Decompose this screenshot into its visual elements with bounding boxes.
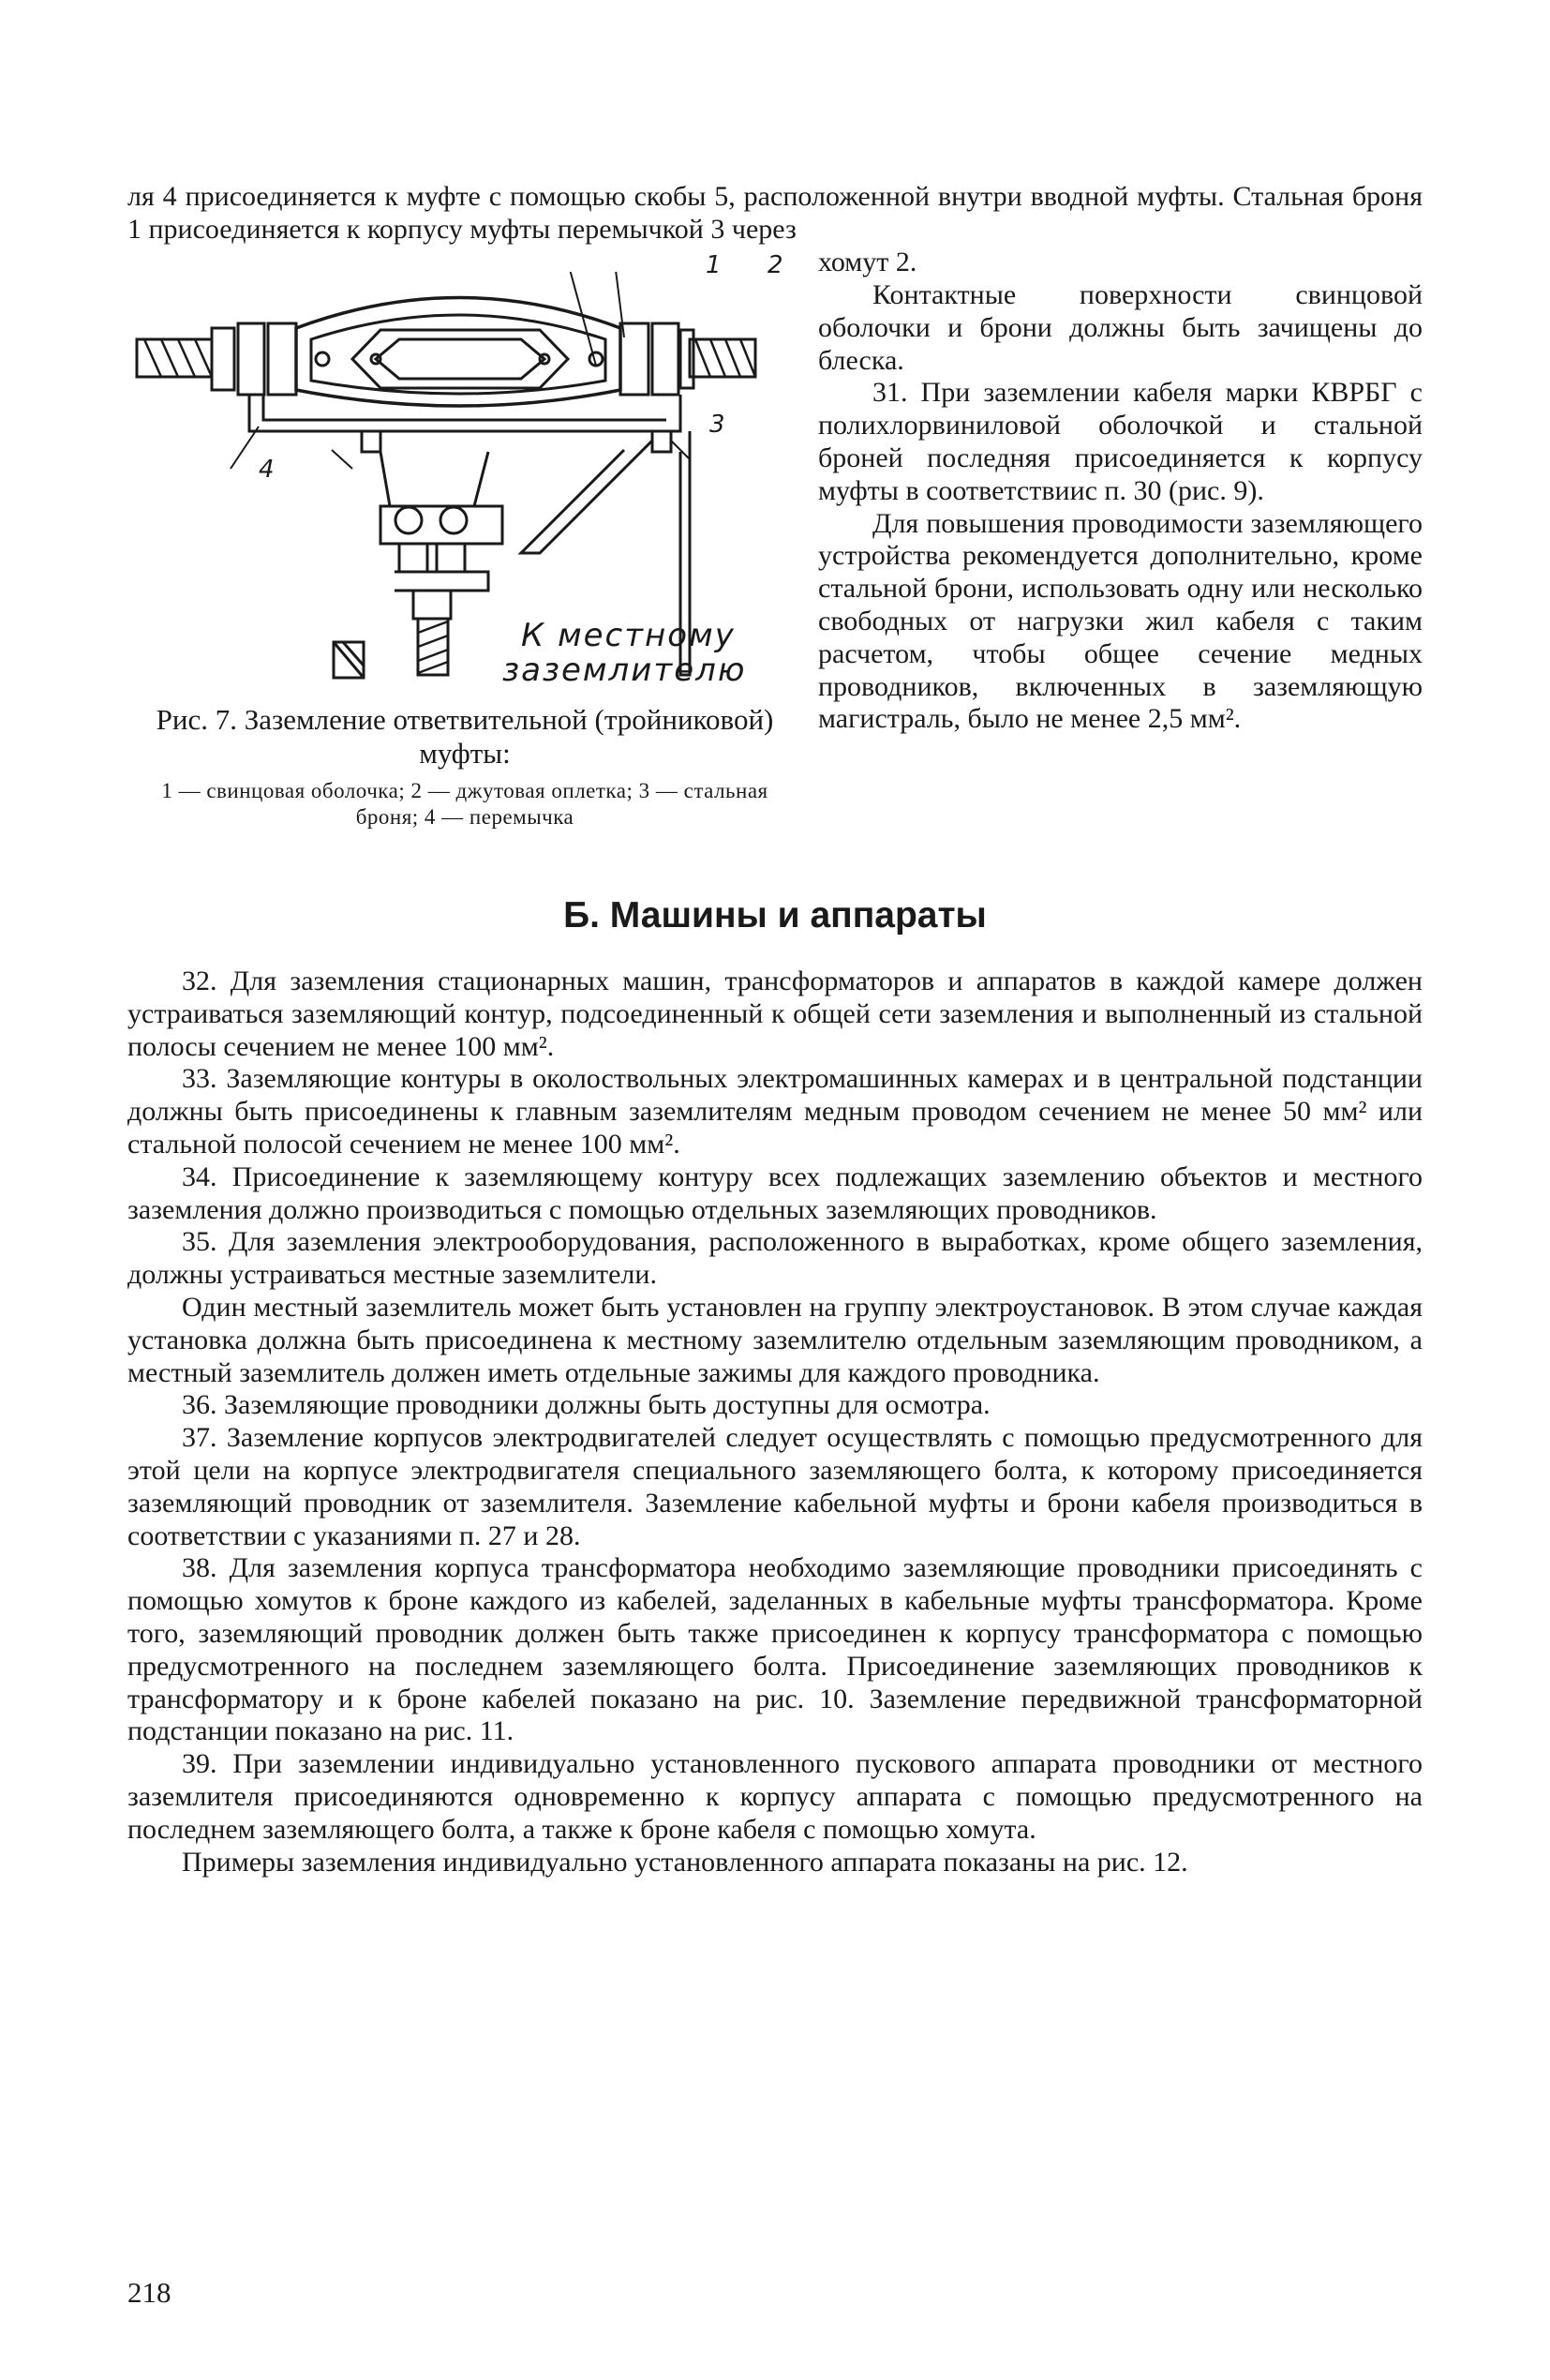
label-1: 1 [706, 251, 722, 279]
figure-caption: Рис. 7. Заземление ответвительной (тройниковой) муфты: [156, 703, 774, 770]
paragraph-35: 35. Для заземления электрооборудования, расположенного в выработках, кроме общего заземления, должны устраиваться местные заземлители. [127, 1226, 1423, 1291]
top-paragraph-tail: хомут 2. [818, 247, 917, 277]
paragraph-38: 38. Для заземления корпуса трансформатора необходимо заземляющие проводники присоединять с помощью хомутов к броне каждого из кабелей, заделанных в кабельные муфты трансформатора. Кроме того, заземляющий проводник должен быть также присоединен к корпусу трансформатора с помощью предусмотренного на последнем заземляющего болта. Присоединение заземляющих проводников к трансформатору и к броне кабелей показано на рис. 10. Заземление передвижной трансформаторной подстанции показано на рис. 11. [127, 1552, 1423, 1747]
label-3: 3 [709, 411, 725, 439]
figure-7-drawing [127, 251, 793, 689]
right-paragraph-2: 31. При заземлении кабеля марки КВРБГ с полихлорвиниловой оболочкой и стальной броней последняя присоединяется к корпусу муфты в соответствиис п. 30 (рис. 9). [818, 377, 1423, 506]
paragraph-32: 32. Для заземления стационарных машин, трансформаторов и аппаратов в каждой камере должен устраиваться заземляющий контур, подсоединенный к общей сети заземления и выполненный из стальной полосы сечением не менее 100 мм². [127, 965, 1423, 1062]
top-paragraph-text: ля 4 присоединяется к муфте с помощью скобы 5, расположенной внутри вводной муфты. Стальная броня 1 присоединяется к корпусу муфты перемычкой 3 через [127, 181, 1423, 245]
figure-legend: 1 — свинцовая оболочка; 2 — джутовая оплетка; 3 — стальная броня; 4 — перемычка [161, 779, 768, 829]
paragraph-37: 37. Заземление корпусов электродвигателей следует осуществлять с помощью предусмотренного для этой цели на корпусе электродвигателя специального заземляющего болта, к которому присоединяется заземляющий проводник от заземлителя. Заземление кабельной муфты и брони кабеля производиться в соответствии с указаниями п. 27 и 28. [127, 1422, 1423, 1551]
section-heading: Б. Машины и аппараты [563, 895, 987, 936]
paragraph-39: 39. При заземлении индивидуально установленного пускового аппарата проводники от местного заземлителя присоединяются одновременно к корпусу аппарата с помощью предусмотренного на последнем заземляющего болта, а также к броне кабеля с помощью хомута. [127, 1748, 1423, 1845]
label-4: 4 [259, 456, 275, 484]
body-text [127, 965, 1423, 1879]
paragraph-35-cont: Один местный заземлитель может быть установлен на группу электроустановок. В этом случае каждая установка должна быть присоединена к местному заземлителю отдельным заземляющим проводником, а местный заземлитель должен иметь отдельные зажимы для каждого проводника. [127, 1291, 1423, 1388]
handwritten-label-line-2: заземлителю [502, 651, 747, 689]
paragraph-34: 34. Присоединение к заземляющему контуру всех подлежащих заземлению объектов и местного заземления должно производиться с помощью отдельных заземляющих проводников. [127, 1160, 1423, 1225]
paragraph-examples: Примеры заземления индивидуально установленного аппарата показаны на рис. 12. [182, 1846, 1188, 1878]
page-number: 218 [127, 2276, 171, 2309]
right-column [818, 279, 1423, 736]
paragraph-33: 33. Заземляющие контуры в околоствольных электромашинных камерах и в центральной подстанции должны быть присоединены к главным заземлителям медным проводом сечением не менее 50 мм² или стальной полосой сечением не менее 100 мм². [127, 1063, 1423, 1160]
handwritten-label-line-1: К местному [521, 617, 736, 654]
top-paragraph [127, 181, 1423, 247]
right-paragraph-1: Контактные поверхности свинцовой оболочки и брони должны быть зачищены до блеска. [818, 279, 1423, 376]
paragraph-36: 36. Заземляющие проводники должны быть доступны для осмотра. [182, 1389, 991, 1421]
jumper-bracket [249, 395, 680, 431]
right-paragraph-3: Для повышения проводимости заземляющего устройства рекомендуется дополнительно, кроме стальной брони, использовать одну или несколько свободных от нагрузки жил кабеля с таким расчетом, чтобы общее сечение медных проводников, включенных в заземляющую магистраль, было не менее 2,5 мм². [818, 507, 1423, 735]
label-2: 2 [768, 251, 783, 279]
